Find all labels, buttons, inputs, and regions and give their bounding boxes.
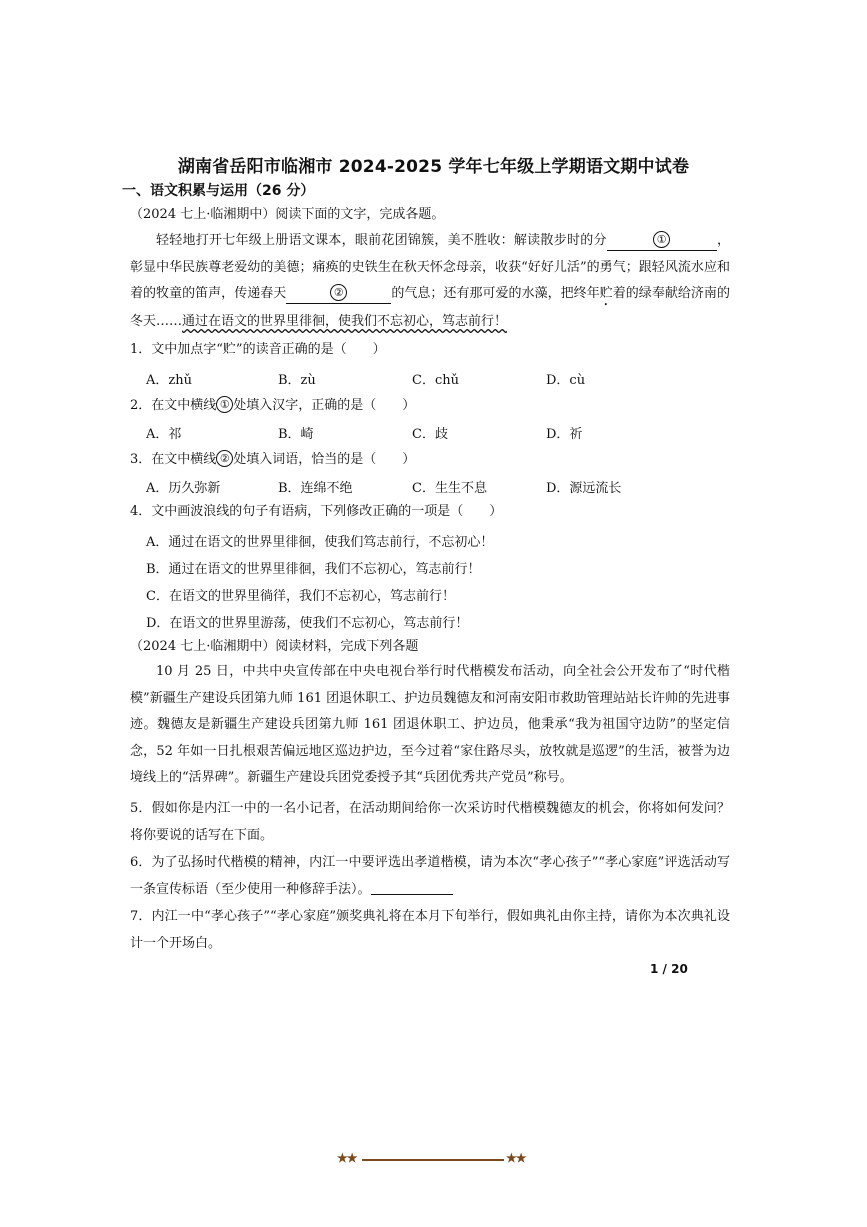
source-note-1: （2024 七上·临湘期中）阅读下面的文字，完成各题。 [130,207,445,222]
q1-option-d[interactable]: D．cù [546,373,586,388]
q3-option-a[interactable]: A．历久弥新 [146,481,221,496]
source-note-2: （2024 七上·临湘期中）阅读材料，完成下列各题 [130,639,419,654]
wavy-underlined-sentence: 通过在语文的世界里徘徊，使我们不忘初心，笃志前行！ [182,314,508,329]
blank-number: ① [216,396,233,413]
footer-divider [362,1159,504,1161]
page-number: 1 / 20 [650,962,688,976]
q2-option-a[interactable]: A．祁 [146,427,182,442]
question-5: 5．假如你是内江一中的一名小记者，在活动期间给你一次采访时代楷模魏德友的机会，你将如何发问？将你要说的话写在下面。 [130,801,730,843]
star-icon: ★★ [506,1151,526,1165]
question-1: 1．文中加点字“贮”的读音正确的是（ ） [130,342,386,357]
question-2: 2．在文中横线 ① 处填入汉字，正确的是（ ） [130,398,416,413]
passage-2: 10 月 25 日，中共中央宣传部在中央电视台举行时代楷模发布活动，向全社会公开发布了“时代楷模”新疆生产建设兵团第九师 161 团退休职工、护边员魏德友和河南安阳市救助管理站站长许帅的先进事迹。魏德友是新疆生产建设兵团第九师 161 团退休职工、护边员，他秉承“我为祖国守边防”的坚定信念，52 年如一日扎根艰苦偏远地区巡边护边，至今过着“家住路尽头，放牧就是巡逻”的生活，被誉为边境线上的“活界碑”。新疆生产建设兵团党委授予其“兵团优秀共产党员”称号。 [130,664,730,785]
q4-option-c[interactable]: C．在语文的世界里徜徉，我们不忘初心，笃志前行！ [146,589,455,604]
q1-option-a[interactable]: A．zhǔ [146,373,192,388]
q3-option-d[interactable]: D．源远流长 [546,481,622,496]
footer-ornament [0,1151,867,1171]
q2-option-c[interactable]: C．歧 [412,427,448,442]
q1-option-b[interactable]: B．zù [278,373,316,388]
q2-option-d[interactable]: D．祈 [546,427,583,442]
slogan-answer-blank[interactable] [371,880,453,895]
q4-option-d[interactable]: D．在语文的世界里游荡，使我们不忘初心，笃志前行！ [146,616,469,631]
q2-option-b[interactable]: B．崎 [278,427,314,442]
q3-option-c[interactable]: C．生生不息 [412,481,487,496]
section-heading: 一、语文积累与运用（26 分） [122,183,315,199]
star-icon: ★★ [337,1151,357,1165]
q1-option-c[interactable]: C．chǔ [412,373,459,388]
answer-blank-1[interactable] [607,231,717,251]
blank-number: ② [330,284,347,301]
passage-1: 轻轻地打开七年级上册语文课本，眼前花团锦簇，美不胜收：解读散步时的分 ① ，彰显中华民族尊老爱幼的美德；痛痪的史铁生在秋天怀念母亲，收获“好好儿活”的勇气；跟轻风流水应和着的牧童的笛声，传递春天 ② 的气息；还有那可爱的水藻，把终年贮着的绿奉献给济南的冬天……通过在语文的世界里徘徊，使我们不忘初心，笃志前行！ [130,233,730,329]
question-6: 6．为了弘扬时代楷模的精神，内江一中要评选出孝道楷模，请为本次“孝心孩子”“孝心家庭”评选活动写一条宣传标语（至少使用一种修辞手法）。 [130,855,730,897]
dotted-character: 贮 [599,286,613,301]
q3-option-b[interactable]: B．连绵不绝 [278,481,353,496]
exam-title: 湖南省岳阳市临湘市 2024-2025 学年七年级上学期语文期中试卷 [177,157,690,177]
question-7: 7．内江一中“孝心孩子”“孝心家庭”颁奖典礼将在本月下旬举行，假如典礼由你主持，请你为本次典礼设计一个开场白。 [130,909,730,951]
question-3: 3．在文中横线 ② 处填入词语，恰当的是（ ） [130,452,416,467]
question-4: 4．文中画波浪线的句子有语病，下列修改正确的一项是（ ） [130,504,503,519]
blank-number: ① [653,231,670,248]
q4-option-a[interactable]: A．通过在语文的世界里徘徊，使我们笃志前行，不忘初心！ [146,535,494,550]
blank-number: ② [216,450,233,467]
answer-blank-2[interactable] [286,284,391,304]
q4-option-b[interactable]: B．通过在语文的世界里徘徊，我们不忘初心，笃志前行！ [146,562,481,577]
